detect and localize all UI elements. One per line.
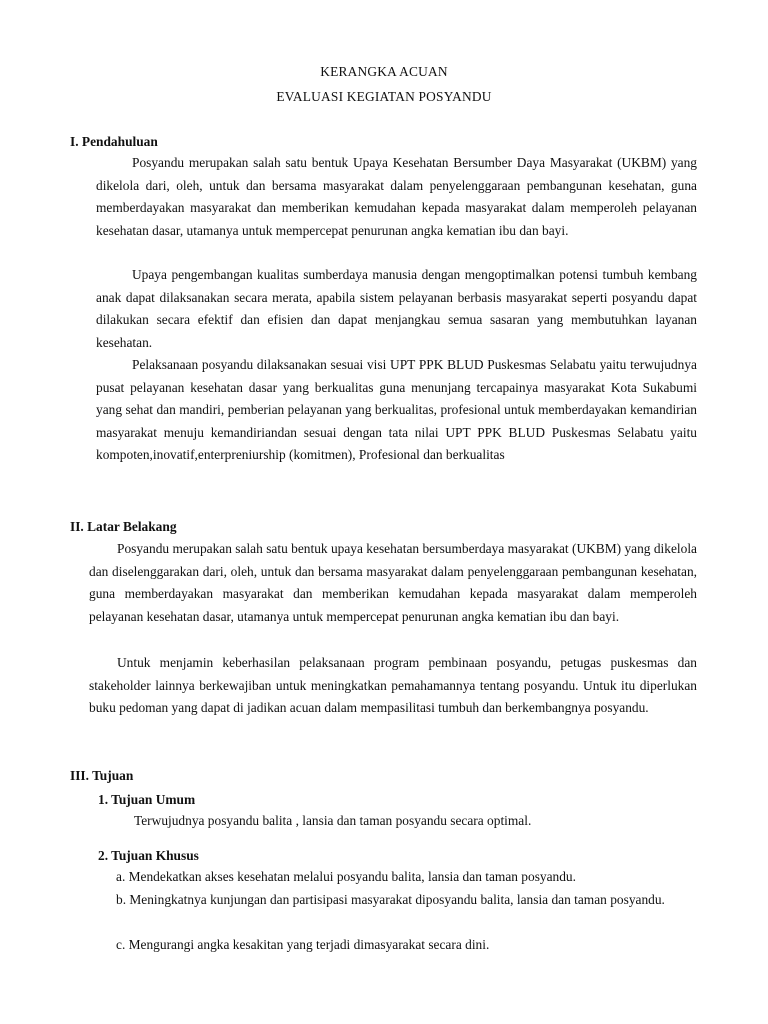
section-heading-pendahuluan: I. Pendahuluan — [70, 134, 158, 149]
section-heading-latar-belakang: II. Latar Belakang — [70, 519, 177, 534]
paragraph-latar-belakang-2: Untuk menjamin keberhasilan pelaksanaan program pembinaan posyandu, petugas puskesmas dan stakeholder lainnya berkewajiban untuk meningkatkan pemahamannya tentang posyandu. Untuk itu diperlukan buku pedoman yang dapat di jadikan acuan dalam mempasilitasi tumbuh dan berkembangnya posyandu. — [89, 655, 697, 716]
paragraph-latar-belakang-1: Posyandu merupakan salah satu bentuk upaya kesehatan bersumberdaya masyarakat (UKBM) yang dikelola dan diselenggarakan dari, oleh, untuk dan bersama masyarakat dalam penyelenggaraan pembangunan kesehatan, guna memberdayakan masyarakat dan memberikan kemudahan kepada masyarakat dalam memperoleh pelayanan kesehatan dasar, utamanya untuk mempercepat penurunan angka kematian ibu dan bayi. — [89, 541, 697, 624]
document-subtitle: EVALUASI KEGIATAN POSYANDU — [276, 89, 492, 104]
tujuan-khusus-item-c: c. Mengurangi angka kesakitan yang terjadi dimasyarakat secara dini. — [116, 937, 490, 952]
document-title: KERANGKA ACUAN — [320, 64, 448, 79]
subheading-tujuan-khusus: 2. Tujuan Khusus — [98, 848, 199, 863]
section-heading-tujuan: III. Tujuan — [70, 768, 134, 783]
tujuan-umum-text: Terwujudnya posyandu balita , lansia dan taman posyandu secara optimal. — [134, 813, 532, 828]
subheading-tujuan-umum: 1. Tujuan Umum — [98, 792, 196, 807]
paragraph-pendahuluan-2: Upaya pengembangan kualitas sumberdaya manusia dengan mengoptimalkan potensi tumbuh kembang anak dapat dilaksanakan secara merata, apabila sistem pelayanan berbasis masyarakat seperti posyandu dapat dilakukan secara efektif dan efisien dan dapat menjangkau semua sasaran yang membutuhkan layanan kesehatan. — [96, 267, 697, 350]
paragraph-pendahuluan-1: Posyandu merupakan salah satu bentuk Upaya Kesehatan Bersumber Daya Masyarakat (UKBM) yang dikelola dari, oleh, untuk dan bersama masyarakat dalam penyelenggaraan pembangunan kesehatan, guna memberdayakan masyarakat dan memberikan kemudahan kepada masyarakat dalam memperoleh pelayanan kesehatan dasar, utamanya untuk mempercepat penurunan angka kematian ibu dan bayi. — [96, 155, 697, 238]
paragraph-pendahuluan-3: Pelaksanaan posyandu dilaksanakan sesuai visi UPT PPK BLUD Puskesmas Selabatu yaitu terwujudnya pusat pelayanan kesehatan dasar yang berkualitas guna menunjang tercapainya masyarakat Kota Sukabumi yang sehat dan mandiri, pemberian pelayanan yang berkualitas, profesional untuk memberdayakan kemandirian masyarakat menuju kemandiriandan sesuai dengan tata nilai UPT PPK BLUD Puskesmas Selabatu yaitu kompoten,inovatif,enterpreniurship (komitmen), Profesional dan berkualitas — [96, 357, 697, 463]
tujuan-khusus-item-a: a. Mendekatkan akses kesehatan melalui posyandu balita, lansia dan taman posyandu. — [116, 869, 576, 884]
tujuan-khusus-item-b: b. Meningkatnya kunjungan dan partisipasi masyarakat diposyandu balita, lansia dan taman posyandu. — [116, 892, 665, 907]
